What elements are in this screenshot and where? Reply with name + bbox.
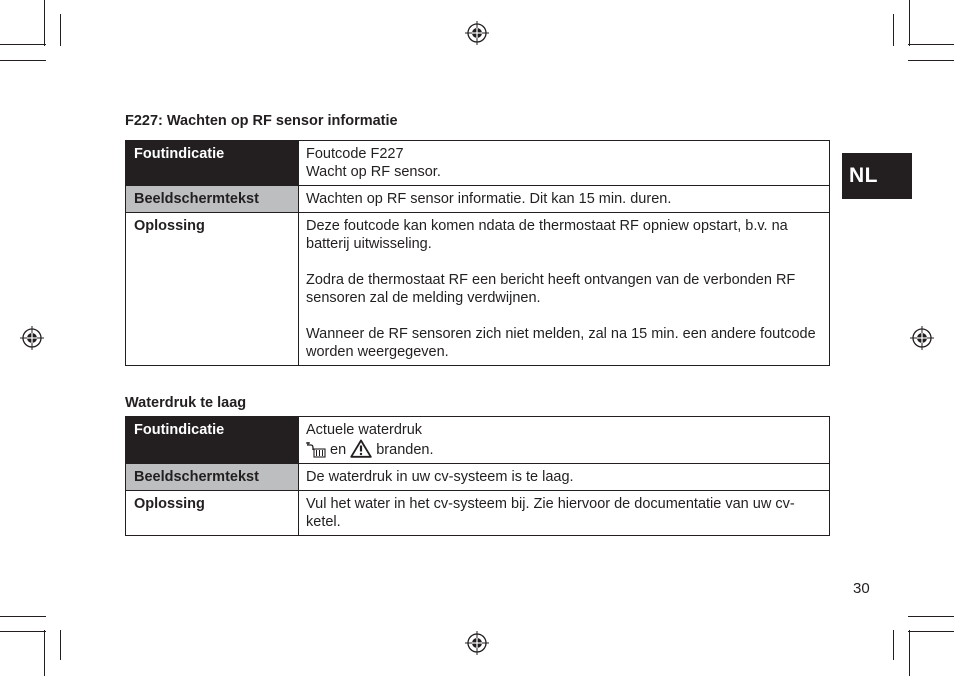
row-label: Beeldschermtekst — [126, 186, 299, 213]
row-label: Foutindicatie — [126, 141, 299, 186]
row-label: Oplossing — [126, 491, 299, 536]
value-line: Actuele waterdruk — [306, 422, 423, 438]
warning-triangle-icon — [350, 439, 372, 458]
row-label: Beeldschermtekst — [126, 464, 299, 491]
row-value: De waterdruk in uw cv-systeem is te laag. — [299, 464, 830, 491]
solution-paragraph: Deze foutcode kan komen ndata de thermostaat RF opniew opstart, b.v. na batterij uitwisseling. — [306, 218, 788, 252]
tap-radiator-icon — [306, 442, 326, 458]
row-value — [299, 213, 830, 366]
value-line: Wacht op RF sensor. — [306, 164, 441, 180]
value-text: en — [330, 442, 347, 458]
value-text: branden. — [376, 442, 434, 458]
registration-mark-icon — [465, 631, 489, 655]
table-row — [126, 186, 830, 213]
solution-paragraph: Zodra de thermostaat RF een bericht heeft ontvangen van de verbonden RF sensoren zal de melding verdwijnen. — [306, 272, 796, 306]
page-number: 30 — [853, 580, 870, 597]
registration-mark-icon — [20, 326, 44, 350]
error-table-waterdruk — [125, 416, 830, 536]
row-value — [299, 141, 830, 186]
row-value: Vul het water in het cv-systeem bij. Zie hiervoor de documentatie van uw cv-ketel. — [299, 491, 830, 536]
table-row — [126, 417, 830, 464]
value-line: Foutcode F227 — [306, 146, 404, 162]
row-value — [299, 417, 830, 464]
row-label: Foutindicatie — [126, 417, 299, 464]
table-row — [126, 464, 830, 491]
section-title-waterdruk: Waterdruk te laag — [125, 395, 247, 411]
table-row — [126, 141, 830, 186]
row-value: Wachten op RF sensor informatie. Dit kan 15 min. duren. — [299, 186, 830, 213]
registration-mark-icon — [910, 326, 934, 350]
solution-paragraph: Wanneer de RF sensoren zich niet melden, zal na 15 min. een andere foutcode worden weergegeven. — [306, 326, 816, 360]
row-label: Oplossing — [126, 213, 299, 366]
error-table-f227 — [125, 140, 830, 366]
language-tab: NL — [842, 153, 912, 199]
section-title-f227: F227: Wachten op RF sensor informatie — [125, 113, 398, 129]
value-line — [306, 439, 822, 459]
table-row — [126, 491, 830, 536]
registration-mark-icon — [465, 21, 489, 45]
table-row — [126, 213, 830, 366]
